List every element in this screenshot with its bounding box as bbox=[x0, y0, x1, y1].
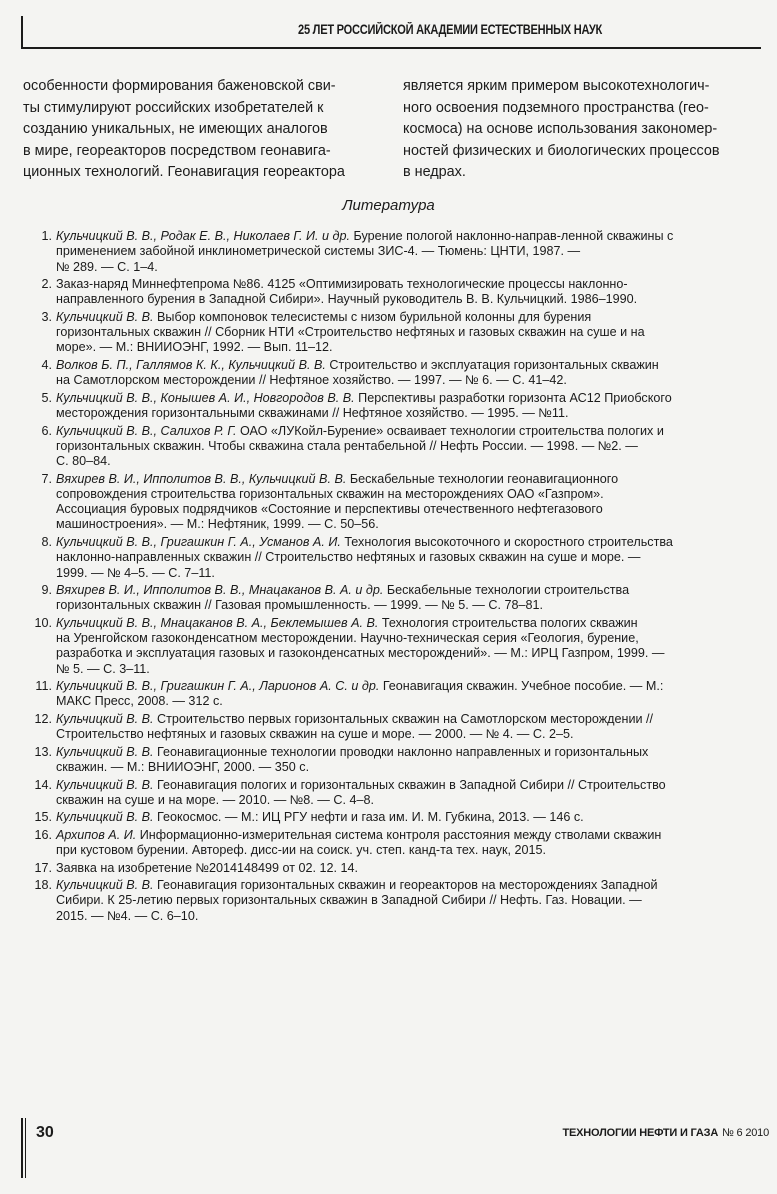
reference-line: Сибири. К 25-летию первых горизонтальных скважин в Западной Сибири // Нефть. Газ. Новации. — bbox=[56, 893, 642, 908]
reference-line bbox=[56, 616, 771, 631]
reference-line bbox=[56, 472, 771, 487]
running-header: 25 ЛЕТ РОССИЙСКОЙ АКАДЕМИИ ЕСТЕСТВЕННЫХ НАУК bbox=[298, 22, 602, 37]
intro-line: в мире, георeакторов посредством геонавига- bbox=[23, 142, 331, 159]
intro-line: особенности формирования баженовской сви- bbox=[23, 78, 336, 94]
reference-line: море». — М.: ВНИИОЭНГ, 1992. — Вып. 11–12. bbox=[56, 340, 333, 355]
journal-title bbox=[562, 1127, 769, 1139]
reference-number: 1. bbox=[41, 229, 52, 243]
reference-text: ОАО «ЛУКойл-Бурение» осваивает технологии строительства пологих и bbox=[236, 423, 664, 438]
reference-line: горизонтальных скважин // Газовая промышленность. — 1999. — № 5. — С. 78–81. bbox=[56, 598, 543, 613]
reference-item bbox=[26, 861, 771, 876]
reference-text: Информационно-измерительная система контроля расстояния между стволами скважин bbox=[136, 827, 662, 842]
reference-line: разработка и эксплуатация газовых и газоконденсатных месторождений». — М.: ИРЦ Газпром, 1999. — bbox=[56, 646, 665, 661]
reference-number: 6. bbox=[41, 423, 52, 438]
reference-line: Строительство нефтяных и газовых скважин на суше и море. — 2000. — № 4. — С. 2–5. bbox=[56, 727, 574, 742]
reference-line bbox=[56, 358, 771, 373]
intro-line: в недрах. bbox=[403, 164, 466, 181]
reference-number: 18. bbox=[34, 878, 52, 893]
intro-line: ционных технологий. Геонавигация георeактора bbox=[23, 164, 345, 181]
reference-authors: Кульчицкий В. В. bbox=[56, 744, 154, 759]
reference-number: 14. bbox=[34, 777, 52, 792]
reference-item bbox=[26, 391, 771, 422]
reference-authors: Кульчицкий В. В. bbox=[56, 309, 154, 324]
reference-authors: Кульчицкий В. В. bbox=[56, 810, 154, 825]
reference-number: 2. bbox=[41, 277, 52, 292]
journal-issue: № 6 2010 bbox=[722, 1127, 769, 1139]
reference-line: месторождения горизонтальными скважинами // Нефтяное хозяйство. — 1995. — №11. bbox=[56, 406, 569, 421]
reference-number: 5. bbox=[41, 390, 52, 405]
reference-line bbox=[56, 745, 771, 760]
reference-item bbox=[26, 358, 771, 389]
reference-authors: Архипов А. И. bbox=[56, 827, 137, 842]
reference-authors: Кульчицкий В. В., Григашкин Г. А., Усманов А. И. bbox=[56, 534, 341, 549]
reference-line: № 289. — С. 1–4. bbox=[56, 259, 158, 274]
reference-line: наклонно-направленных скважин // Строительство нефтяных и газовых скважин на суше и море. — bbox=[56, 550, 641, 565]
reference-item bbox=[26, 229, 771, 275]
reference-item bbox=[26, 712, 771, 743]
reference-line bbox=[56, 778, 771, 793]
reference-item bbox=[26, 878, 771, 924]
reference-authors: Волков Б. П., Галлямов К. К., Кульчицкий В. В. bbox=[56, 357, 326, 372]
reference-number: 11. bbox=[35, 679, 52, 694]
page-number: 30 bbox=[36, 1124, 54, 1141]
reference-text: Строительство и эксплуатация горизонтальных скважин bbox=[325, 357, 659, 372]
reference-text: Технология строительства пологих скважин bbox=[378, 615, 638, 630]
reference-item bbox=[26, 778, 771, 809]
reference-line bbox=[56, 878, 771, 893]
reference-item bbox=[26, 828, 771, 859]
reference-list bbox=[26, 229, 771, 926]
intro-column-left bbox=[23, 76, 383, 184]
intro-line: космоса) на основе использования закономер- bbox=[403, 121, 718, 138]
reference-line: на Самотлорском месторождении // Нефтяное хозяйство. — 1997. — № 6. — С. 41–42. bbox=[56, 373, 567, 388]
reference-authors: Вяхирев В. И., Ипполитов В. В., Мнацаканов В. А. и др. bbox=[56, 583, 384, 598]
reference-text: Геонавигация пологих и горизонтальных скважин в Западной Сибири // Строительство bbox=[153, 777, 666, 792]
reference-line: сопровождения строительства горизонтальных скважин на месторождениях ОАО «Газпром». bbox=[56, 486, 604, 501]
reference-line bbox=[56, 229, 771, 244]
reference-text: Заявка на изобретение №2014148499 от 02. 12. 14. bbox=[56, 860, 359, 875]
reference-line: МАКС Пресс, 2008. — 312 с. bbox=[56, 694, 223, 709]
reference-number: 3. bbox=[41, 309, 52, 324]
reference-authors: Кульчицкий В. В. bbox=[56, 878, 154, 893]
reference-line bbox=[56, 861, 771, 876]
reference-number: 15. bbox=[34, 810, 52, 825]
literature-heading: Литература bbox=[342, 197, 435, 214]
reference-authors: Кульчицкий В. В., Салихов Р. Г. bbox=[56, 423, 237, 438]
reference-text: Геонавигация скважин. Учебное пособие. — М.: bbox=[379, 679, 664, 694]
reference-authors: Кульчицкий В. В., Мнацаканов В. А., Беклемышев А. В. bbox=[56, 615, 379, 630]
reference-authors: Вяхирев В. И., Ипполитов В. В., Кульчицкий В. В. bbox=[56, 471, 347, 486]
reference-item bbox=[26, 310, 771, 356]
reference-line: направленного бурения в Западной Сибири». Научный руководитель В. В. Кульчицкий. 1986–1990. bbox=[56, 292, 638, 307]
reference-item bbox=[26, 472, 771, 533]
reference-line: при кустовом бурении. Автореф. дисс-ии на соиск. уч. степ. канд-та тех. наук, 2015. bbox=[56, 843, 547, 858]
intro-column-right bbox=[403, 76, 763, 184]
reference-text: Технология высокоточного и скоростного строительства bbox=[340, 534, 673, 549]
header-rule-vertical bbox=[21, 16, 23, 48]
reference-line: применением забойной инклинометрической системы ЗИС-4. — Тюмень: ЦНТИ, 1987. — bbox=[56, 244, 581, 259]
reference-line bbox=[56, 535, 771, 550]
reference-number: 17. bbox=[34, 860, 52, 875]
reference-number: 13. bbox=[34, 744, 52, 759]
reference-text: Перспективы разработки горизонта АС12 Приобского bbox=[354, 390, 672, 405]
header-rule bbox=[21, 47, 761, 49]
intro-line: созданию уникальных, не имеющих аналогов bbox=[23, 121, 328, 138]
reference-number: 10. bbox=[34, 615, 52, 630]
reference-text: Геокосмос. — М.: ИЦ РГУ нефти и газа им. И. М. Губкина, 2013. — 146 с. bbox=[153, 810, 584, 825]
footer-rule-thin bbox=[25, 1118, 26, 1178]
reference-line bbox=[56, 712, 771, 727]
reference-number: 9. bbox=[41, 583, 52, 598]
reference-line bbox=[56, 679, 771, 694]
reference-item bbox=[26, 277, 771, 308]
footer-rule bbox=[21, 1118, 23, 1178]
journal-name: ТЕХНОЛОГИИ НЕФТИ И ГАЗА bbox=[562, 1127, 719, 1139]
reference-text: Выбор компоновок телесистемы с низом бурильной колонны для бурения bbox=[153, 309, 592, 324]
reference-text: Строительство первых горизонтальных скважин на Самотлорском месторождении // bbox=[153, 711, 654, 726]
reference-item bbox=[26, 679, 771, 710]
reference-number: 12. bbox=[34, 711, 52, 726]
reference-line bbox=[56, 828, 771, 843]
reference-line: машиностроения». — М.: Нефтяник, 1999. — С. 50–56. bbox=[56, 517, 379, 532]
reference-line bbox=[56, 391, 771, 406]
intro-line: является ярким примером высокотехнологич- bbox=[403, 78, 710, 94]
reference-line bbox=[56, 583, 771, 598]
reference-item bbox=[26, 810, 771, 825]
reference-authors: Кульчицкий В. В. bbox=[56, 777, 154, 792]
intro-line: ты стимулируют российских изобретателей к bbox=[23, 99, 324, 116]
reference-item bbox=[26, 616, 771, 677]
intro-line: ностей физических и биологических процессов bbox=[403, 142, 720, 159]
reference-line: скважин. — М.: ВНИИОЭНГ, 2000. — 350 с. bbox=[56, 760, 310, 775]
reference-text: Заказ-наряд Миннефтепрома №86. 4125 «Оптимизировать технологические процессы наклонно- bbox=[56, 277, 628, 292]
reference-text: Бескабельные технологии строительства bbox=[383, 583, 630, 598]
reference-authors: Кульчицкий В. В., Родак Е. В., Николаев Г. И. и др. bbox=[56, 229, 350, 243]
reference-line: на Уренгойском газоконденсатном месторождении. Научно-техническая серия «Геология, бурение, bbox=[56, 631, 639, 646]
reference-number: 8. bbox=[41, 534, 52, 549]
reference-item bbox=[26, 583, 771, 614]
reference-line: С. 80–84. bbox=[56, 454, 111, 469]
reference-line bbox=[56, 277, 771, 292]
reference-line bbox=[56, 424, 771, 439]
reference-number: 7. bbox=[41, 471, 52, 486]
reference-number: 4. bbox=[41, 357, 52, 372]
reference-authors: Кульчицкий В. В. bbox=[56, 711, 154, 726]
reference-line: горизонтальных скважин // Сборник НТИ «Строительство нефтяных и газовых скважин на суше и на bbox=[56, 325, 645, 340]
reference-line: горизонтальных скважин. Чтобы скважина стала рентабельной // Нефть России. — 1998. — №2. — bbox=[56, 438, 638, 453]
reference-text: Бурение пологой наклонно-направ-ленной скважины с bbox=[350, 229, 674, 243]
reference-line bbox=[56, 310, 771, 325]
reference-text: Геонавигация горизонтальных скважин и георeакторов на месторождениях Западной bbox=[153, 878, 658, 893]
reference-authors: Кульчицкий В. В., Григашкин Г. А., Ларионов А. С. и др. bbox=[56, 679, 380, 694]
intro-line: ного освоения подземного пространства (гео- bbox=[403, 99, 709, 116]
reference-number: 16. bbox=[34, 827, 52, 842]
reference-line: скважин на суше и на море. — 2010. — №8. — С. 4–8. bbox=[56, 792, 374, 807]
reference-line: 2015. — №4. — С. 6–10. bbox=[56, 908, 199, 923]
reference-authors: Кульчицкий В. В., Конышев А. И., Новгородов В. В. bbox=[56, 390, 355, 405]
reference-line: Ассоциация буровых подрядчиков «Состояние и перспективы отечественного нефтегазового bbox=[56, 502, 603, 517]
reference-item bbox=[26, 424, 771, 470]
reference-line: № 5. — С. 3–11. bbox=[56, 661, 150, 676]
reference-line: 1999. — № 4–5. — С. 7–11. bbox=[56, 565, 215, 580]
reference-line bbox=[56, 810, 771, 825]
reference-item bbox=[26, 745, 771, 776]
reference-item bbox=[26, 535, 771, 581]
reference-text: Бескабельные технологии геонавигационного bbox=[346, 471, 619, 486]
reference-text: Геонавигационные технологии проводки наклонно направленных и горизонтальных bbox=[153, 744, 649, 759]
